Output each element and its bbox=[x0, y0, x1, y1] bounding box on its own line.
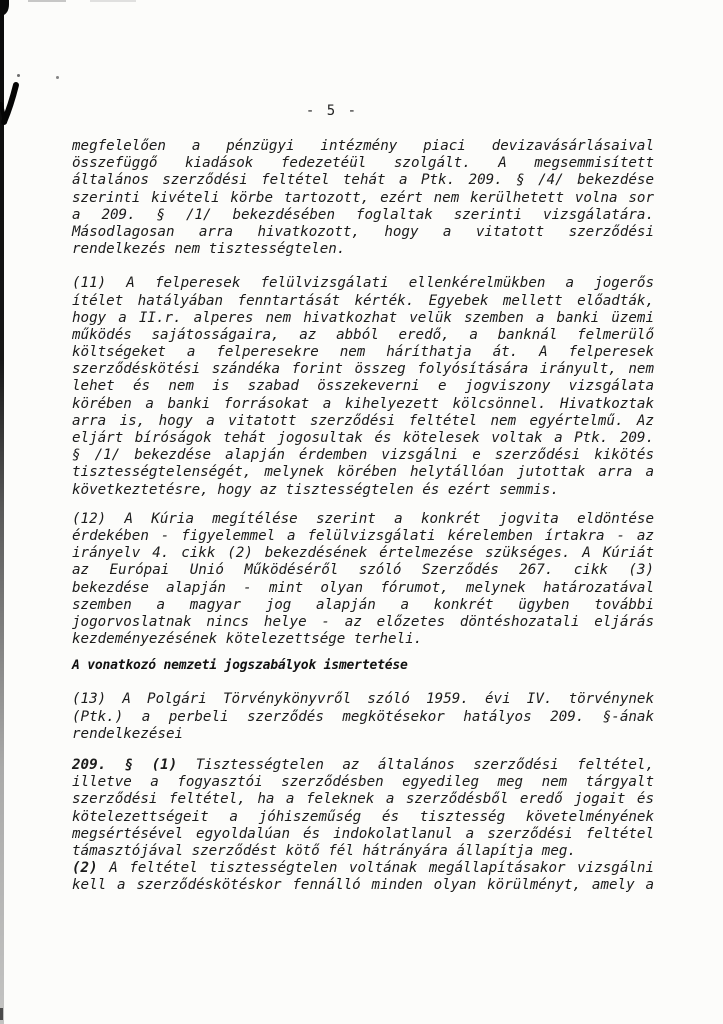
text-line: rendelkezés nem tisztességtelen. bbox=[72, 241, 346, 258]
scan-speck bbox=[56, 76, 59, 79]
text-line: eljárt bíróságok tehát jogosultak és kötelesek voltak a Ptk. 209. bbox=[72, 430, 654, 446]
paragraph-13 bbox=[72, 691, 654, 743]
text-line: megsértésével egyoldalúan és indokolatlanul a szerződési feltétel bbox=[72, 825, 654, 842]
page-number: - 5 - bbox=[305, 103, 359, 119]
text-line: arra is, hogy a vitatott szerződési feltétel nem egyértelmű. Az bbox=[72, 412, 654, 429]
paragraph-11 bbox=[72, 275, 654, 498]
text-line: illetve a fogyasztói szerződésben egyedileg meg nem tárgyalt bbox=[72, 774, 654, 791]
scan-speck bbox=[17, 74, 20, 77]
text-line: ítélet hatályában fenntartását kérték. Egyebek mellett előadták, bbox=[72, 292, 654, 309]
text-line: megfelelően a pénzügyi intézmény piaci devizavásárlásaival bbox=[72, 138, 654, 154]
text-line: hogy a II.r. alperes nem hivatkozhat velük szemben a banki üzemi bbox=[72, 309, 654, 326]
text-line: lehet és nem is szabad összekeverni e jogviszony vizsgálata bbox=[72, 378, 654, 395]
text-line: összefüggő kiadások fedezetéül szolgált. A megsemmisített bbox=[72, 155, 654, 172]
text-line: szerződési feltétel, ha a feleknek a szerződésből eredő jogait és bbox=[72, 791, 654, 808]
text-line: érdekében - figyelemmel a felülvizsgálati kérelemben írtakra - az bbox=[72, 527, 654, 544]
text-line: Másodlagosan arra hivatkozott, hogy a vitatott szerződési bbox=[72, 223, 654, 240]
text-line: szemben a magyar jog alapján a konkrét ügyben további bbox=[72, 596, 654, 613]
text-line: kell a szerződéskötéskor fennálló minden olyan körülményt, amely a bbox=[72, 877, 654, 894]
text-line: 209. § (1) Tisztességtelen az általános szerződési feltétel, bbox=[72, 757, 654, 774]
text-line: körében a banki forrásokat a kihelyezett kölcsönnel. Hivatkoztak bbox=[72, 395, 654, 412]
paragraph-209 bbox=[72, 757, 654, 895]
paragraph-12 bbox=[72, 511, 654, 649]
text-line: általános szerződési feltétel tehát a Ptk. 209. § /4/ bekezdése bbox=[72, 172, 654, 189]
text-line: (12) A Kúria megítélése szerint a konkrét jogvita eldöntése bbox=[72, 510, 654, 527]
text-line: (11) A felperesek felülvizsgálati ellenkérelmükben a jogerős bbox=[72, 275, 654, 292]
text-line: szerinti kivételi körbe tartozott, ezért nem kerülhetett volna sor bbox=[72, 189, 654, 206]
section-heading: A vonatkozó nemzeti jogszabályok ismertetése bbox=[72, 658, 408, 674]
text-line: (13) A Polgári Törvénykönyvről szóló 1959. évi IV. törvénynek bbox=[72, 691, 654, 708]
text-line: költségeket a felperesekre nem háríthatja át. A felperesek bbox=[72, 344, 654, 361]
scan-speck bbox=[0, 1008, 3, 1020]
scan-corner-mark bbox=[0, 0, 9, 15]
text-line: az Európai Unió Működéséről szóló Szerződés 267. cikk (3) bbox=[72, 562, 654, 579]
text-line: (Ptk.) a perbeli szerződés megkötésekor hatályos 209. §-ának bbox=[72, 708, 654, 725]
text-line: kezdeményezésének kötelezettsége terheli. bbox=[72, 631, 423, 648]
text-line: jogorvoslatnak nincs helye - az előzetes döntéshozatali eljárás bbox=[72, 613, 654, 630]
text-line: irányelv 4. cikk (2) bekezdésének értelmezése szükséges. A Kúriát bbox=[72, 545, 654, 562]
text-line: bekezdése alapján - mint olyan fórumot, melynek határozatával bbox=[72, 579, 654, 596]
text-line: következtetésre, hogy az tisztességtelen és ezért semmis. bbox=[72, 481, 559, 498]
text-line: szerződéskötési szándéka forint összeg folyósítására irányult, nem bbox=[72, 361, 654, 378]
text-line: támasztójával szerződést kötő fél hátrányára állapítja meg. bbox=[72, 842, 576, 859]
text-line: (2) A feltétel tisztességtelen voltának megállapításakor vizsgálni bbox=[72, 860, 654, 877]
scan-streak bbox=[28, 0, 66, 2]
text-column bbox=[72, 138, 654, 895]
text-line: rendelkezései bbox=[72, 725, 184, 742]
paragraph-intro bbox=[72, 138, 654, 258]
text-line: működés sajátosságaira, az abból eredő, a banknál felmerülő bbox=[72, 326, 654, 343]
text-line: a 209. § /1/ bekezdésében foglaltak szerinti vizsgálatára. bbox=[72, 206, 654, 223]
scan-streak bbox=[90, 0, 136, 2]
text-line: tisztességtelenségét, melynek körében helytállóan jutottak arra a bbox=[72, 464, 654, 481]
text-line: kötelezettségeit a jóhiszeműség és tisztesség követelményének bbox=[72, 808, 654, 825]
text-line: § /1/ bekezdése alapján érdemben vizsgálni e szerződési kikötés bbox=[72, 447, 654, 464]
scan-checkmark-mark bbox=[0, 80, 26, 134]
scan-edge-line bbox=[0, 0, 4, 1024]
